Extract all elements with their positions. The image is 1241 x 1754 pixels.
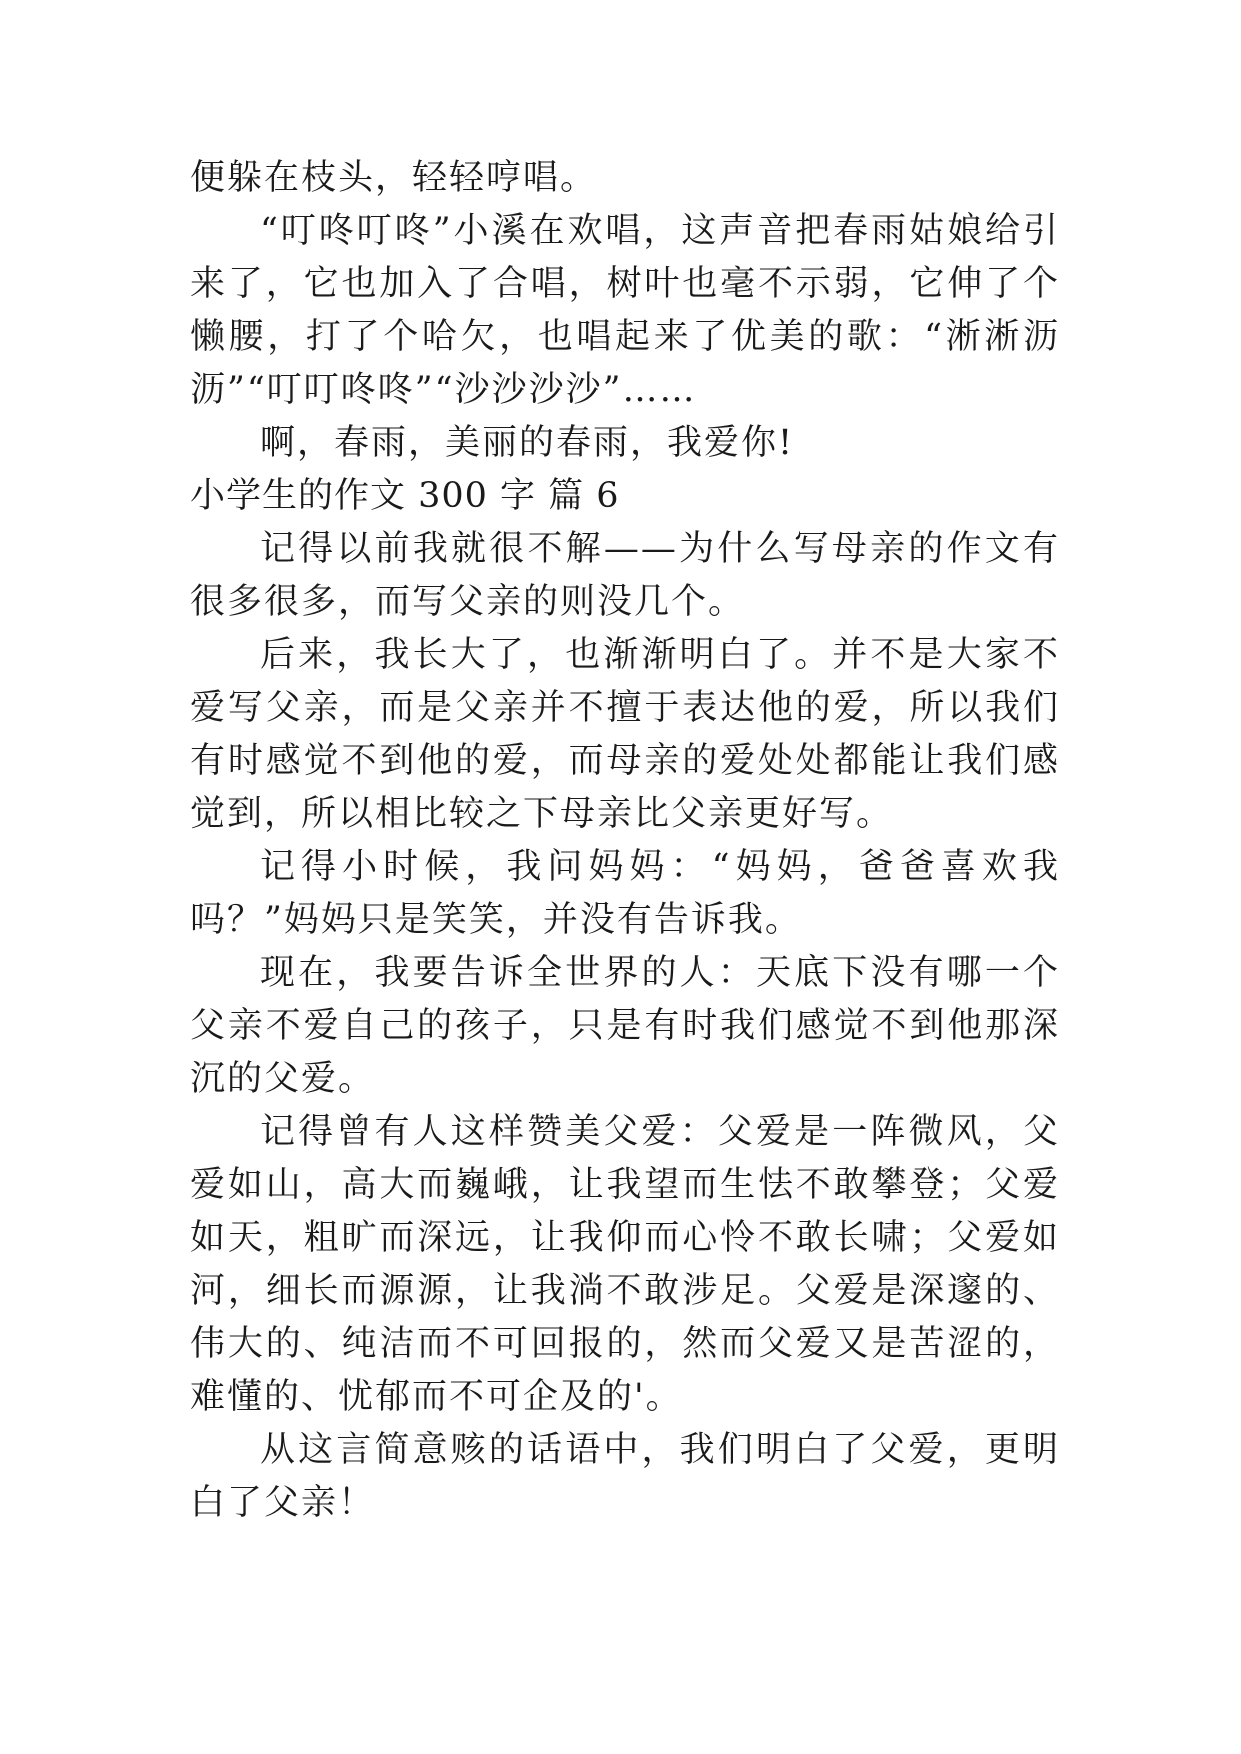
essay-paragraph: 记得以前我就很不解——为什么写母亲的作文有很多很多，而写父亲的则没几个。	[190, 529, 1060, 622]
essay-paragraph: 从这言简意赅的话语中，我们明白了父爱，更明白了父亲！	[190, 1430, 1060, 1523]
essay-paragraph: 后来，我长大了，也渐渐明白了。并不是大家不爱写父亲，而是父亲并不擅于表达他的爱，所以我们有时感觉不到他的爱，而母亲的爱处处都能让我们感觉到，所以相比较之下母亲比父亲更好写。	[190, 635, 1060, 834]
paragraph-continuation: 便躲在枝头，轻轻哼唱。	[190, 158, 598, 198]
section-heading: 小学生的作文 300 字 篇 6	[190, 476, 620, 516]
essay-paragraph: 现在，我要告诉全世界的人：天底下没有哪一个父亲不爱自己的孩子，只是有时我们感觉不到他那深沉的父爱。	[190, 953, 1060, 1099]
paragraph-spring-rain: 啊，春雨，美丽的春雨，我爱你!	[260, 423, 795, 463]
essay-paragraph: 记得小时候，我问妈妈：“妈妈，爸爸喜欢我吗？”妈妈只是笑笑，并没有告诉我。	[190, 847, 1060, 940]
document-body	[190, 152, 1060, 1530]
essay-paragraph: 记得曾有人这样赞美父爱：父爱是一阵微风，父爱如山，高大而巍峨，让我望而生怯不敢攀登；父爱如天，粗旷而深远，让我仰而心怜不敢长啸；父爱如河，细长而源源，让我淌不敢涉足。父爱是深邃的、伟大的、纯洁而不可回报的，然而父爱又是苦涩的，难懂的、忧郁而不可企及的'。	[190, 1112, 1060, 1417]
paragraph-creek-song: “叮咚叮咚”小溪在欢唱，这声音把春雨姑娘给引来了，它也加入了合唱，树叶也毫不示弱，它伸了个懒腰，打了个哈欠，也唱起来了优美的歌：“淅淅沥沥”“叮叮咚咚”“沙沙沙沙”……	[190, 211, 1060, 410]
